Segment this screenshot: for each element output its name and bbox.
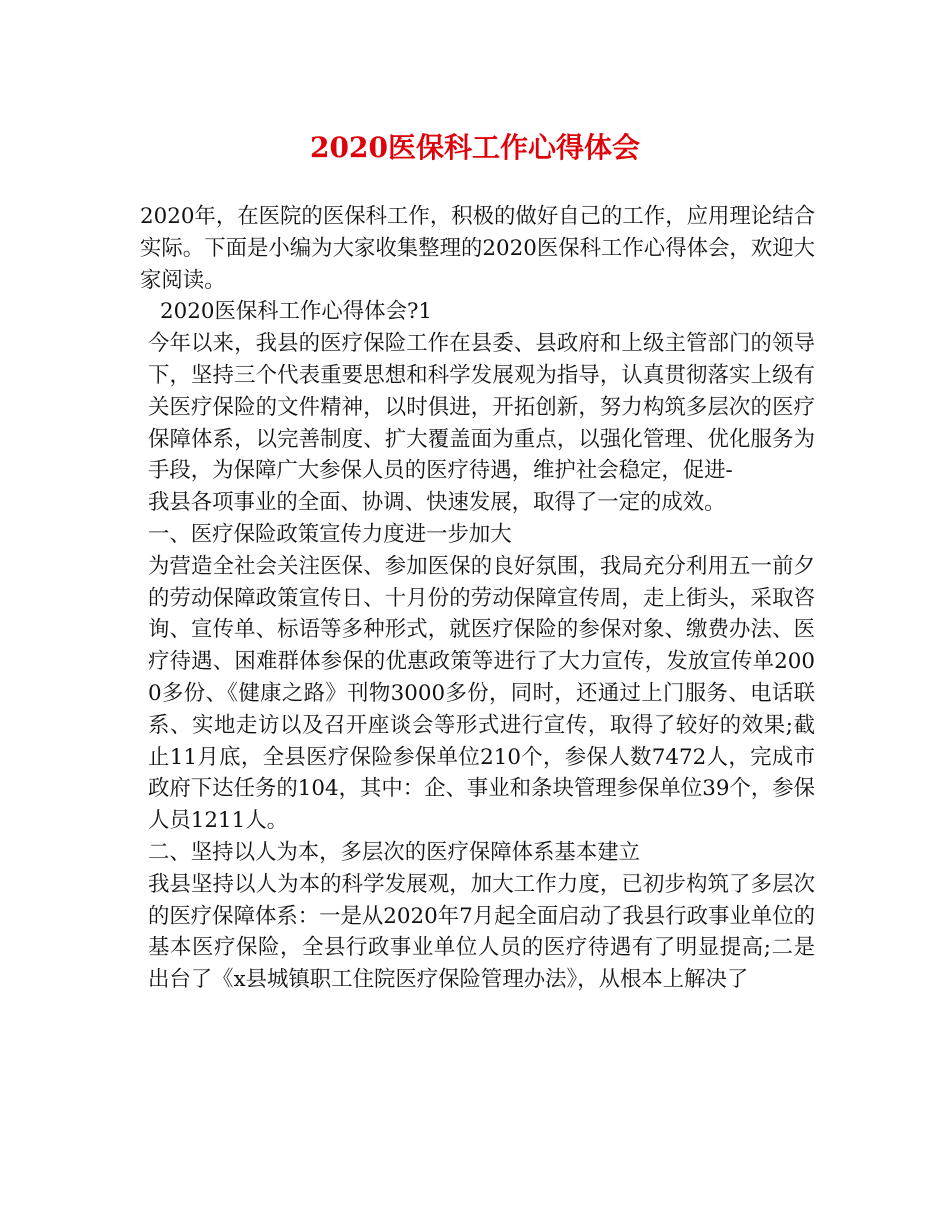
intro-paragraph: 2020年，在医院的医保科工作，积极的做好自己的工作，应用理论结合实际。下面是小编为大家收集整理的2020医保科工作心得体会，欢迎大家阅读。 [140, 204, 815, 293]
document-title: 2020医保科工作心得体会 [310, 131, 640, 164]
section-heading: 2020医保科工作心得体会?1 [160, 299, 433, 325]
body-paragraph: 今年以来，我县的医疗保险工作在县委、县政府和上级主管部门的领导下，坚持三个代表重要思想和科学发展观为指导，认真贯彻落实上级有关医疗保险的文件精神，以时俱进，开拓创新，努力构筑多层次的医疗保障体系，以完善制度、扩大覆盖面为重点，以强化管理、优化服务为手段，为保障广大参保人员的医疗待遇，维护社会稳定，促进- [148, 331, 815, 484]
body-paragraph: 我县坚持以人为本的科学发展观，加大工作力度，已初步构筑了多层次的医疗保障体系：一是从2020年7月起全面启动了我县行政事业单位的基本医疗保险，全县行政事业单位人员的医疗待遇有了明显提高;二是出台了《x县城镇职工住院医疗保险管理办法》，从根本上解决了 [148, 871, 815, 993]
body-paragraph: 为营造全社会关注医保、参加医保的良好氛围，我局充分利用五一前夕的劳动保障政策宣传日、十月份的劳动保障宣传周，走上街头，采取咨询、宣传单、标语等多种形式，就医疗保险的参保对象、缴费办法、医疗待遇、困难群体参保的优惠政策等进行了大力宣传，发放宣传单2000多份、《健康之路》刊物3000多份，同时，还通过上门服务、电话联系、实地走访以及召开座谈会等形式进行宣传，取得了较好的效果;截止11月底，全县医疗保险参保单位210个，参保人数7472人，完成市政府下达任务的104，其中：企、事业和条块管理参保单位39个，参保人员1211人。 [148, 553, 815, 834]
body-paragraph: 我县各项事业的全面、协调、快速发展，取得了一定的成效。 [148, 490, 726, 516]
section-heading: 一、医疗保险政策宣传力度进一步加大 [148, 521, 512, 547]
document-body [140, 201, 815, 996]
section-heading: 二、坚持以人为本，多层次的医疗保障体系基本建立 [148, 839, 640, 865]
